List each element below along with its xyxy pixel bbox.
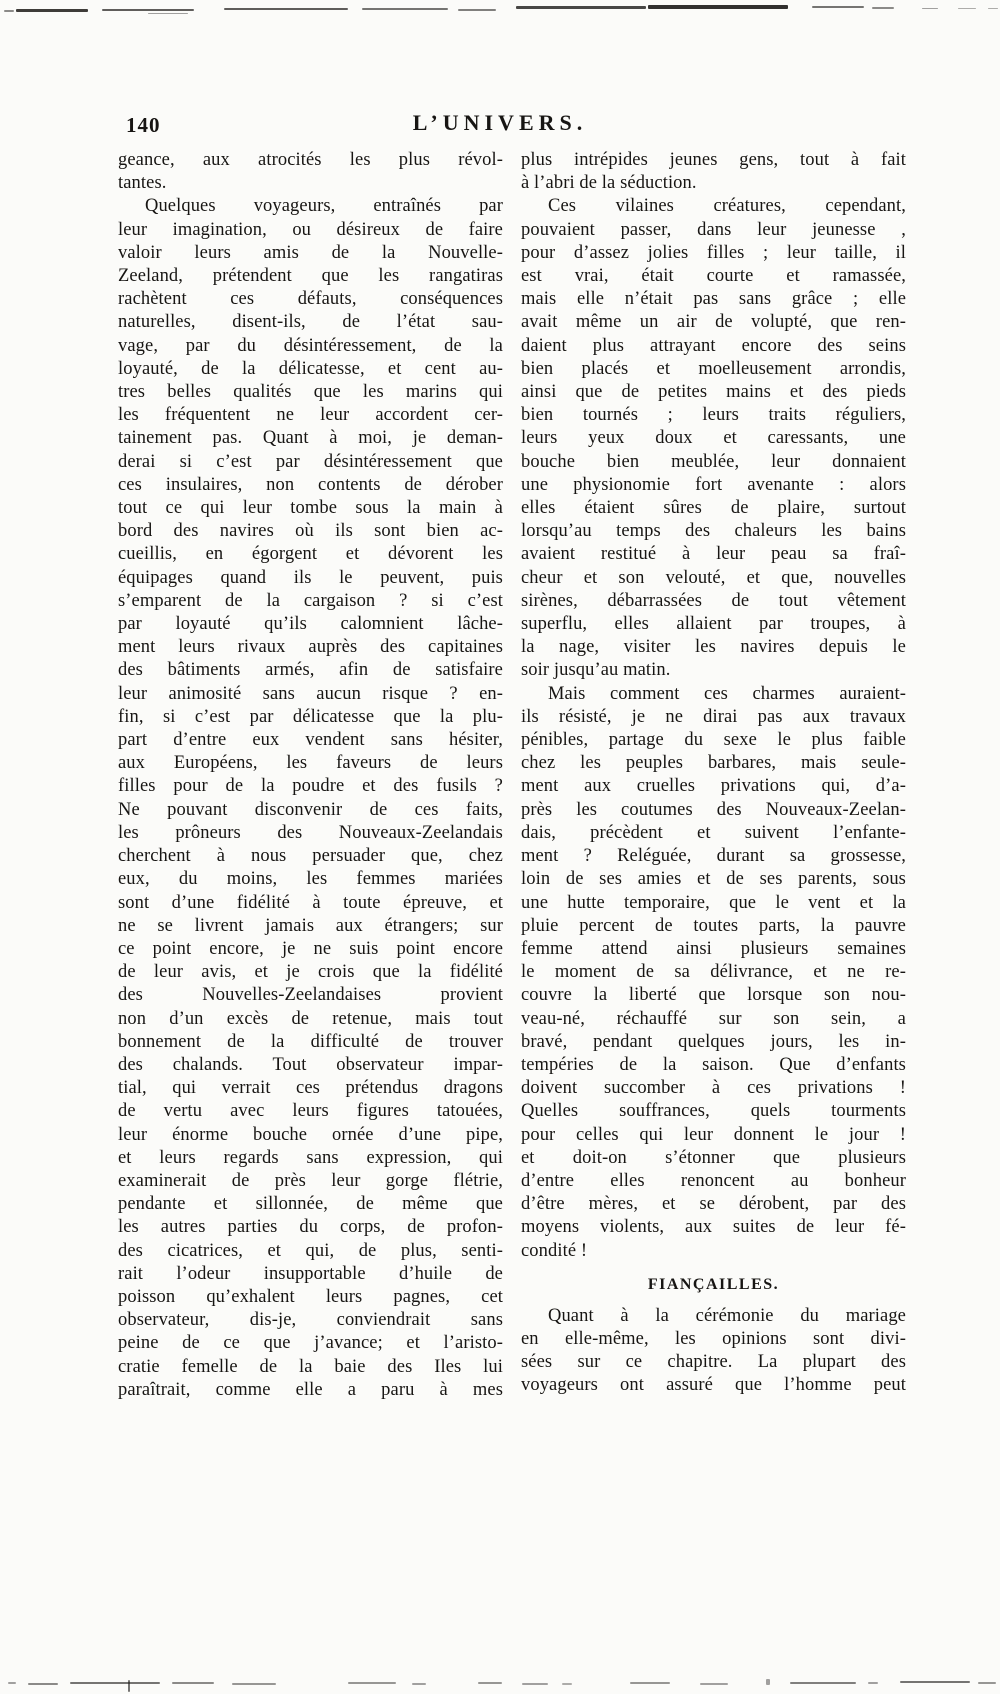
column-right [521, 149, 906, 1402]
text-line: superflu, elles allaient par troupes, à [521, 614, 906, 635]
text-line: avaient restitué à leur peau sa fraî- [521, 544, 906, 565]
text-line: les prôneurs des Nouveaux-Zeelandais [118, 822, 503, 843]
scan-artifact-segment [70, 1682, 160, 1684]
scan-artifact-segment [630, 1682, 670, 1684]
text-line: femme attend ainsi plusieurs semaines [521, 938, 906, 959]
text-line: ment ? Reléguée, durant sa grossesse, [521, 846, 906, 867]
text-line: loin de ses amies et de ses parents, sous [521, 869, 906, 890]
scan-artifact-segment [922, 8, 938, 9]
text-line: observateur, dis-je, conviendrait sans [118, 1310, 503, 1331]
text-line: des bâtiments armés, afin de satisfaire [118, 660, 503, 681]
scan-artifact-segment [458, 9, 496, 11]
scan-artifact-segment [232, 1683, 276, 1685]
text-columns [118, 149, 906, 1402]
text-line: sées sur ce chapitre. La plupart des [521, 1352, 906, 1373]
text-line: moyens violents, aux suites de leur fé- [521, 1217, 906, 1238]
text-line: les fréquentent ne leur accordent cer- [118, 405, 503, 426]
text-line: Ne pouvant disconvenir de ces faits, [118, 799, 503, 820]
text-line: dais, précèdent et suivent l’enfante- [521, 822, 906, 843]
scan-artifact-segment [872, 7, 894, 9]
scan-artifact-segment [172, 1682, 214, 1684]
text-line: paraîtrait, comme elle a paru à mes [118, 1379, 503, 1400]
text-line: cherchent à nous persuader que, chez [118, 846, 503, 867]
text-line: eux, du moins, les femmes mariées [118, 869, 503, 890]
text-line: filles pour de la poudre et des fusils ? [118, 776, 503, 797]
scan-artifact-segment [562, 1683, 572, 1685]
scan-artifact-segment [988, 8, 998, 9]
scan-artifact-segment [362, 8, 448, 10]
text-line: Quelques voyageurs, entraînés par [145, 196, 503, 217]
text-line: et doit-on s’étonner que plusieurs [521, 1147, 906, 1168]
running-head [0, 110, 1000, 140]
text-line: geance, aux atrocités les plus révol- [118, 150, 503, 170]
text-line: ils résisté, je ne dirai pas aux travaux [521, 706, 906, 727]
text-line: pouvaient passer, dans leur jeunesse , [521, 219, 906, 240]
text-line: mais elle n’était pas sans grâce ; elle [521, 289, 906, 310]
text-line: ainsi que de petites mains et des pieds [521, 382, 906, 403]
text-line: daient plus attrayant encore des seins [521, 335, 906, 356]
text-line: rachètent ces défauts, conséquences [118, 289, 503, 310]
text-line: cratie femelle de la baie des Iles lui [118, 1356, 503, 1377]
scan-artifact-segment [516, 6, 646, 9]
text-line: doivent succomber à ces privations ! [521, 1078, 906, 1099]
scan-artifact-segment [412, 1683, 426, 1685]
scan-artifact-segment [522, 1683, 548, 1685]
text-line: bien placés et moelleusement arrondis, [521, 358, 906, 379]
text-line: Ces vilaines créatures, cependant, [548, 196, 906, 217]
text-line: pénibles, partage du sexe le plus faible [521, 730, 906, 751]
text-line: bouche bien meublée, leur donnaient [521, 451, 906, 472]
text-line: ment leurs rivaux auprès des capitaines [118, 637, 503, 658]
page-number: 140 [126, 113, 161, 137]
text-line: pour d’assez jolies filles ; leur taille, il [521, 242, 906, 263]
text-line: une physionomie fort avenante : alors [521, 474, 906, 495]
text-line: pluie percent de toutes parts, la pauvre [521, 915, 906, 936]
scan-artifact-segment [224, 8, 348, 10]
text-line: ces insulaires, non contents de dérober [118, 474, 503, 495]
text-line: peine de ce que j’avance; et l’aristo- [118, 1333, 503, 1354]
section-heading: FIANÇAILLES. [647, 1275, 780, 1293]
text-line: examinerait de près leur gorge flétrie, [118, 1170, 503, 1191]
text-line: bord des navires où ils sont bien ac- [118, 521, 503, 542]
text-line: leur imagination, ou désireux de faire [118, 219, 503, 240]
scan-artifact-segment [868, 1682, 878, 1684]
text-line: une hutte temporaire, que le vent et la [521, 892, 906, 913]
text-line: non d’un excès de retenue, mais tout [118, 1008, 503, 1029]
text-line: tout ce qui leur tombe sous la main à [118, 498, 503, 519]
text-line: cheur et son velouté, et que, nouvelles [521, 567, 906, 588]
scan-artifact-segment [812, 6, 864, 8]
text-line: Quelles souffrances, quels tourments [521, 1101, 906, 1122]
text-line: sont d’une fidélité à toute épreuve, et [118, 892, 503, 913]
text-line: leur énorme bouche ornée d’une pipe, [118, 1124, 503, 1145]
text-line: lorsqu’au temps des chaleurs les bains [521, 521, 906, 542]
text-line: Zeeland, prétendent que les rangatiras [118, 266, 503, 287]
text-line: veau-né, réchauffé sur son sein, a [521, 1008, 906, 1029]
text-line: couvre la liberté que lorsque son nou- [521, 985, 906, 1006]
text-line: derai si c’est par désintéressement que [118, 451, 503, 472]
scan-artifact-segment [766, 1679, 770, 1685]
scan-artifact-segment [700, 1683, 728, 1685]
scan-artifact-segment [648, 5, 788, 9]
text-line: soir jusqu’au matin. [521, 660, 671, 681]
text-line: aux Européens, les faveurs de leurs [118, 753, 503, 774]
scan-artifact-segment [900, 1681, 970, 1683]
text-line: bravé, pendant quelques jours, les in- [521, 1031, 906, 1052]
text-line: d’entre elles renoncent au bonheur [521, 1170, 906, 1191]
text-line: pendante et sillonnée, de même que [118, 1194, 503, 1215]
text-line: part d’entre eux vendent sans hésiter, [118, 730, 503, 751]
text-line: des chalands. Tout observateur impar- [118, 1054, 503, 1075]
text-line: d’être mères, et se dérobent, par des [521, 1194, 906, 1215]
text-line: Quant à la cérémonie du mariage [548, 1305, 906, 1326]
text-line: le moment de sa délivrance, et ne re- [521, 962, 906, 983]
text-line: ment aux cruelles privations qui, d’a- [521, 776, 906, 797]
text-line: près les coutumes des Nouveaux-Zeelan- [521, 799, 906, 820]
text-line: et leurs regards sans expression, qui [118, 1147, 503, 1168]
text-line: s’emparent de la cargaison ? si c’est [118, 590, 503, 611]
text-line: tempéries de la saison. Que d’enfants [521, 1054, 906, 1075]
scan-artifact-segment [4, 10, 14, 12]
text-line: est vrai, était courte et ramassée, [521, 266, 906, 287]
text-line: ce point encore, je ne suis point encore [118, 938, 503, 959]
text-line: pour celles qui leur donnent le jour ! [521, 1124, 906, 1145]
scan-artifact-segment [958, 8, 976, 9]
text-line: condité ! [521, 1240, 588, 1261]
text-line: avait même un air de volupté, que ren- [521, 312, 906, 333]
text-line: sirènes, débarrassées de tout vêtement [521, 590, 906, 611]
running-title: L’UNIVERS. [412, 110, 588, 135]
scan-artifact-segment [8, 1682, 16, 1684]
scan-artifact-segment [16, 9, 88, 12]
scan-artifact-segment [102, 9, 194, 11]
scan-artifact-segment [28, 1683, 58, 1685]
text-line: fin, si c’est par délicatesse que la plu- [118, 706, 503, 727]
text-line: de leur avis, et je crois que la fidélité [118, 962, 503, 983]
text-line: bien tournés ; leurs traits réguliers, [521, 405, 906, 426]
text-line: Mais comment ces charmes auraient- [548, 683, 906, 704]
text-line: vage, par du désintéressement, de la [118, 335, 503, 356]
text-line: tainement pas. Quant à moi, je deman- [118, 428, 503, 449]
text-line: loyauté, de la délicatesse, et cent au- [118, 358, 503, 379]
text-line: de vertu avec leurs figures tatouées, [118, 1101, 503, 1122]
text-line: voyageurs ont assuré que l’homme peut [521, 1375, 906, 1396]
column-left [118, 149, 503, 1402]
scan-artifact-segment [348, 1682, 396, 1684]
text-line: leurs yeux doux et caressants, une [521, 428, 906, 449]
text-line: ne se livrent jamais aux étrangers; sur [118, 915, 503, 936]
text-line: leur animosité sans aucun risque ? en- [118, 683, 503, 704]
text-line: à l’abri de la séduction. [521, 173, 697, 194]
text-line: des Nouvelles-Zeelandaises provient [118, 985, 503, 1006]
text-line: les autres parties du corps, de profon- [118, 1217, 503, 1238]
scan-artifact-segment [790, 1682, 856, 1684]
text-line: la nage, visiter les navires depuis le [521, 637, 906, 658]
text-line: en elle-même, les opinions sont divi- [521, 1328, 906, 1349]
text-line: par loyauté qu’ils calomnient lâche- [118, 614, 503, 635]
text-line: cueillis, en égorgent et dévorent les [118, 544, 503, 565]
text-line: valoir leurs amis de la Nouvelle- [118, 242, 503, 263]
text-line: bonnement de la difficulté de trouver [118, 1031, 503, 1052]
text-line: rait l’odeur insupportable d’huile de [118, 1263, 503, 1284]
scan-artifact-segment [478, 1682, 502, 1684]
text-line: plus intrépides jeunes gens, tout à fait [521, 150, 906, 170]
text-line: poisson qu’exhalent leurs pagnes, cet [118, 1286, 503, 1307]
scan-artifact-segment [978, 1682, 996, 1684]
scan-artifact-segment [128, 1680, 130, 1692]
text-line: chez les peuples barbares, mais seule- [521, 753, 906, 774]
text-line: naturelles, disent-ils, de l’état sau- [118, 312, 503, 333]
text-line: tantes. [118, 173, 167, 194]
text-line: tres belles qualités que les marins qui [118, 382, 503, 403]
text-line: équipages quand ils le peuvent, puis [118, 567, 503, 588]
text-line: tial, qui verrait ces prétendus dragons [118, 1078, 503, 1099]
scan-artifact-segment [148, 13, 188, 14]
text-line: des cicatrices, et qui, de plus, senti- [118, 1240, 503, 1261]
text-line: elles étaient sûres de plaire, surtout [521, 498, 906, 519]
